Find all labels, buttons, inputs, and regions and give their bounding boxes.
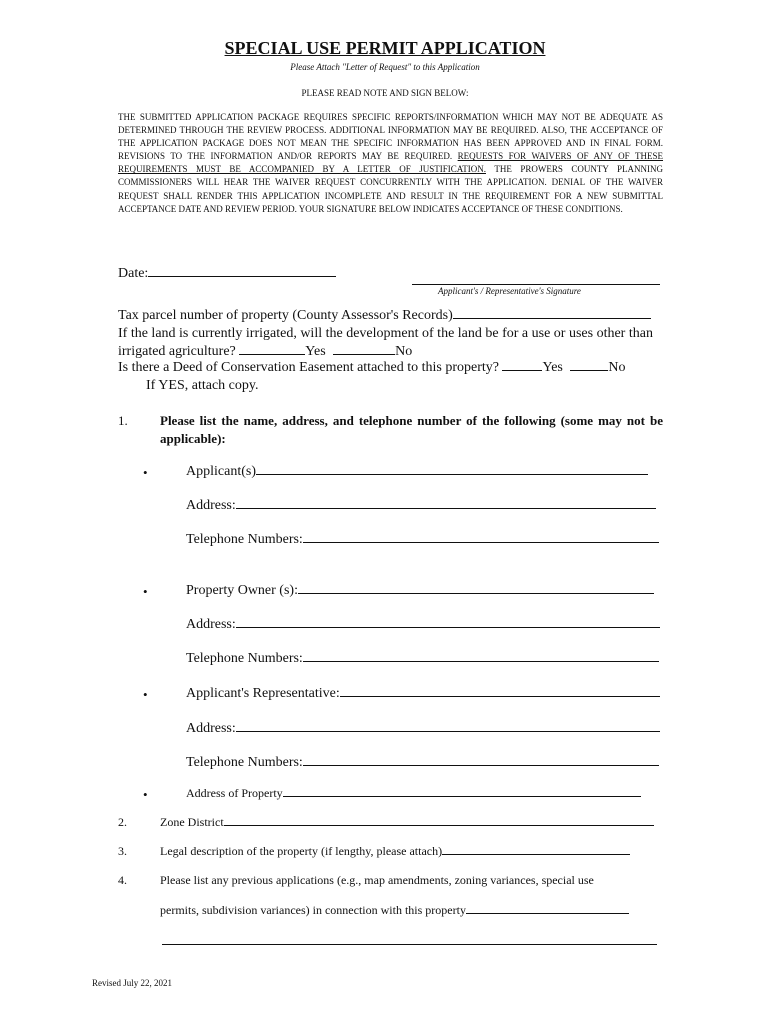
legal-description-field[interactable] (442, 854, 630, 855)
bullet-representative: • (143, 687, 148, 702)
previous-applications-field[interactable] (466, 913, 629, 914)
revision-date: Revised July 22, 2021 (92, 978, 172, 988)
zone-district-row (160, 815, 654, 830)
applicant-address-row (186, 498, 656, 514)
item-2-number: 2. (118, 815, 127, 829)
property-address-row (186, 786, 641, 801)
representative-row (186, 686, 660, 702)
item-1-number: 1. (118, 413, 128, 428)
legal-description-label: Legal description of the property (if lengthy, please attach) (160, 844, 443, 858)
signature-field[interactable] (412, 284, 660, 285)
tax-parcel-row (118, 308, 651, 324)
bullet-property-address: • (143, 787, 148, 802)
date-field[interactable] (148, 276, 336, 277)
date-label: Date: (118, 266, 149, 281)
zone-district-label: Zone District (160, 815, 224, 829)
bullet-owner: • (143, 584, 148, 599)
irrigated-question-line1: If the land is currently irrigated, will the development of the land be for a use or uses other than (118, 326, 653, 341)
representative-address-label: Address: (186, 721, 236, 736)
previous-applications-row (160, 903, 629, 918)
owner-address-row (186, 617, 660, 633)
applicant-address-field[interactable] (236, 508, 656, 509)
notice-paragraph (118, 111, 663, 216)
irrigated-question-row (118, 344, 412, 360)
zone-district-field[interactable] (224, 825, 654, 826)
notice-text-2: THE PROWERS COUNTY PLANNING COMMISSIONERS WILL HEAR THE WAIVER REQUEST CONCURRENTLY WITH THE APPLICATION. DENIAL OF THE WAIVER REQUEST SHALL RENDER THIS APPLICATION INCOMPLETE AND RESULT IN THE REQUIREMENT FOR A NEW SUBMITTAL ACCEPTANCE DATE AND REVIEW PERIOD. YOUR SIGNATURE BELOW INDICATES ACCEPTANCE OF THESE CONDITIONS. (118, 164, 664, 214)
owner-address-field[interactable] (236, 627, 660, 628)
easement-no-label: No (608, 360, 626, 375)
tax-parcel-label: Tax parcel number of property (County Assessor's Records) (118, 308, 453, 323)
applicant-phone-field[interactable] (303, 542, 659, 543)
representative-phone-row (186, 755, 659, 771)
property-address-field[interactable] (283, 796, 641, 797)
irrigated-no-label: No (395, 344, 413, 359)
owner-phone-label: Telephone Numbers: (186, 651, 303, 666)
applicant-label: Applicant(s) (186, 464, 256, 479)
easement-note: If YES, attach copy. (146, 378, 259, 393)
representative-phone-label: Telephone Numbers: (186, 755, 303, 770)
previous-applications-line2: permits, subdivision variances) in connection with this property (160, 903, 466, 917)
legal-description-row (160, 844, 630, 859)
notice-waiver-text: REQUESTS FOR WAIVERS OF ANY OF THESE REQUIREMENTS MUST BE ACCOMPANIED BY A LETTER OF JUSTIFICATION. (118, 151, 664, 175)
owner-phone-field[interactable] (303, 661, 659, 662)
representative-phone-field[interactable] (303, 765, 659, 766)
item-4-number: 4. (118, 873, 127, 887)
owner-row (186, 583, 654, 599)
page-title: SPECIAL USE PERMIT APPLICATION (224, 38, 546, 58)
easement-yes-field[interactable] (502, 370, 542, 371)
representative-field[interactable] (340, 696, 660, 697)
applicant-row (186, 464, 648, 480)
signature-caption: Applicant's / Representative's Signature (438, 286, 581, 296)
previous-applications-line1: Please list any previous applications (e.g., map amendments, zoning variances, special use (160, 873, 594, 887)
easement-question: Is there a Deed of Conservation Easement attached to this property? (118, 360, 499, 375)
property-address-label: Address of Property (186, 786, 283, 800)
owner-phone-row (186, 651, 659, 667)
applicant-field[interactable] (256, 474, 648, 475)
item-1-heading: Please list the name, address, and telephone number of the following (some may not be applicable): (160, 413, 663, 446)
applicant-phone-row (186, 532, 659, 548)
owner-field[interactable] (298, 593, 654, 594)
easement-yes-label: Yes (542, 360, 563, 375)
owner-label: Property Owner (s): (186, 583, 298, 598)
applicant-phone-label: Telephone Numbers: (186, 532, 303, 547)
easement-question-row (118, 360, 625, 376)
bullet-applicant: • (143, 465, 148, 480)
irrigated-yes-label: Yes (305, 344, 326, 359)
irrigated-yes-field[interactable] (239, 354, 305, 355)
previous-applications-field-2[interactable] (162, 944, 657, 945)
notice-text-1: THE SUBMITTED APPLICATION PACKAGE REQUIRES SPECIFIC REPORTS/INFORMATION WHICH MAY NOT BE ADEQUATE AS DETERMINED THROUGH THE REVIEW PROCESS. ADDITIONAL INFORMATION MAY BE REQUIRED. ALSO, THE ACCEPTANCE OF THE APPLICATION PACKAGE DOES NOT MEAN THE SPECIFIC INFORMATION HAS BEEN APPROVED AND IN FINAL FORM. REVISIONS TO THE INFORMATION AND/OR REPORTS MAY BE REQUIRED. (118, 112, 663, 162)
irrigated-no-field[interactable] (333, 354, 395, 355)
item-3-number: 3. (118, 844, 127, 858)
owner-address-label: Address: (186, 617, 236, 632)
representative-address-field[interactable] (236, 731, 660, 732)
page-subtitle: Please Attach "Letter of Request" to this Application (290, 62, 480, 72)
date-row (118, 266, 336, 282)
representative-address-row (186, 721, 660, 737)
tax-parcel-field[interactable] (453, 318, 651, 319)
irrigated-question-line2: irrigated agriculture? (118, 344, 236, 359)
representative-label: Applicant's Representative: (186, 686, 340, 701)
note-heading: PLEASE READ NOTE AND SIGN BELOW: (301, 88, 469, 98)
easement-no-field[interactable] (570, 370, 608, 371)
applicant-address-label: Address: (186, 498, 236, 513)
